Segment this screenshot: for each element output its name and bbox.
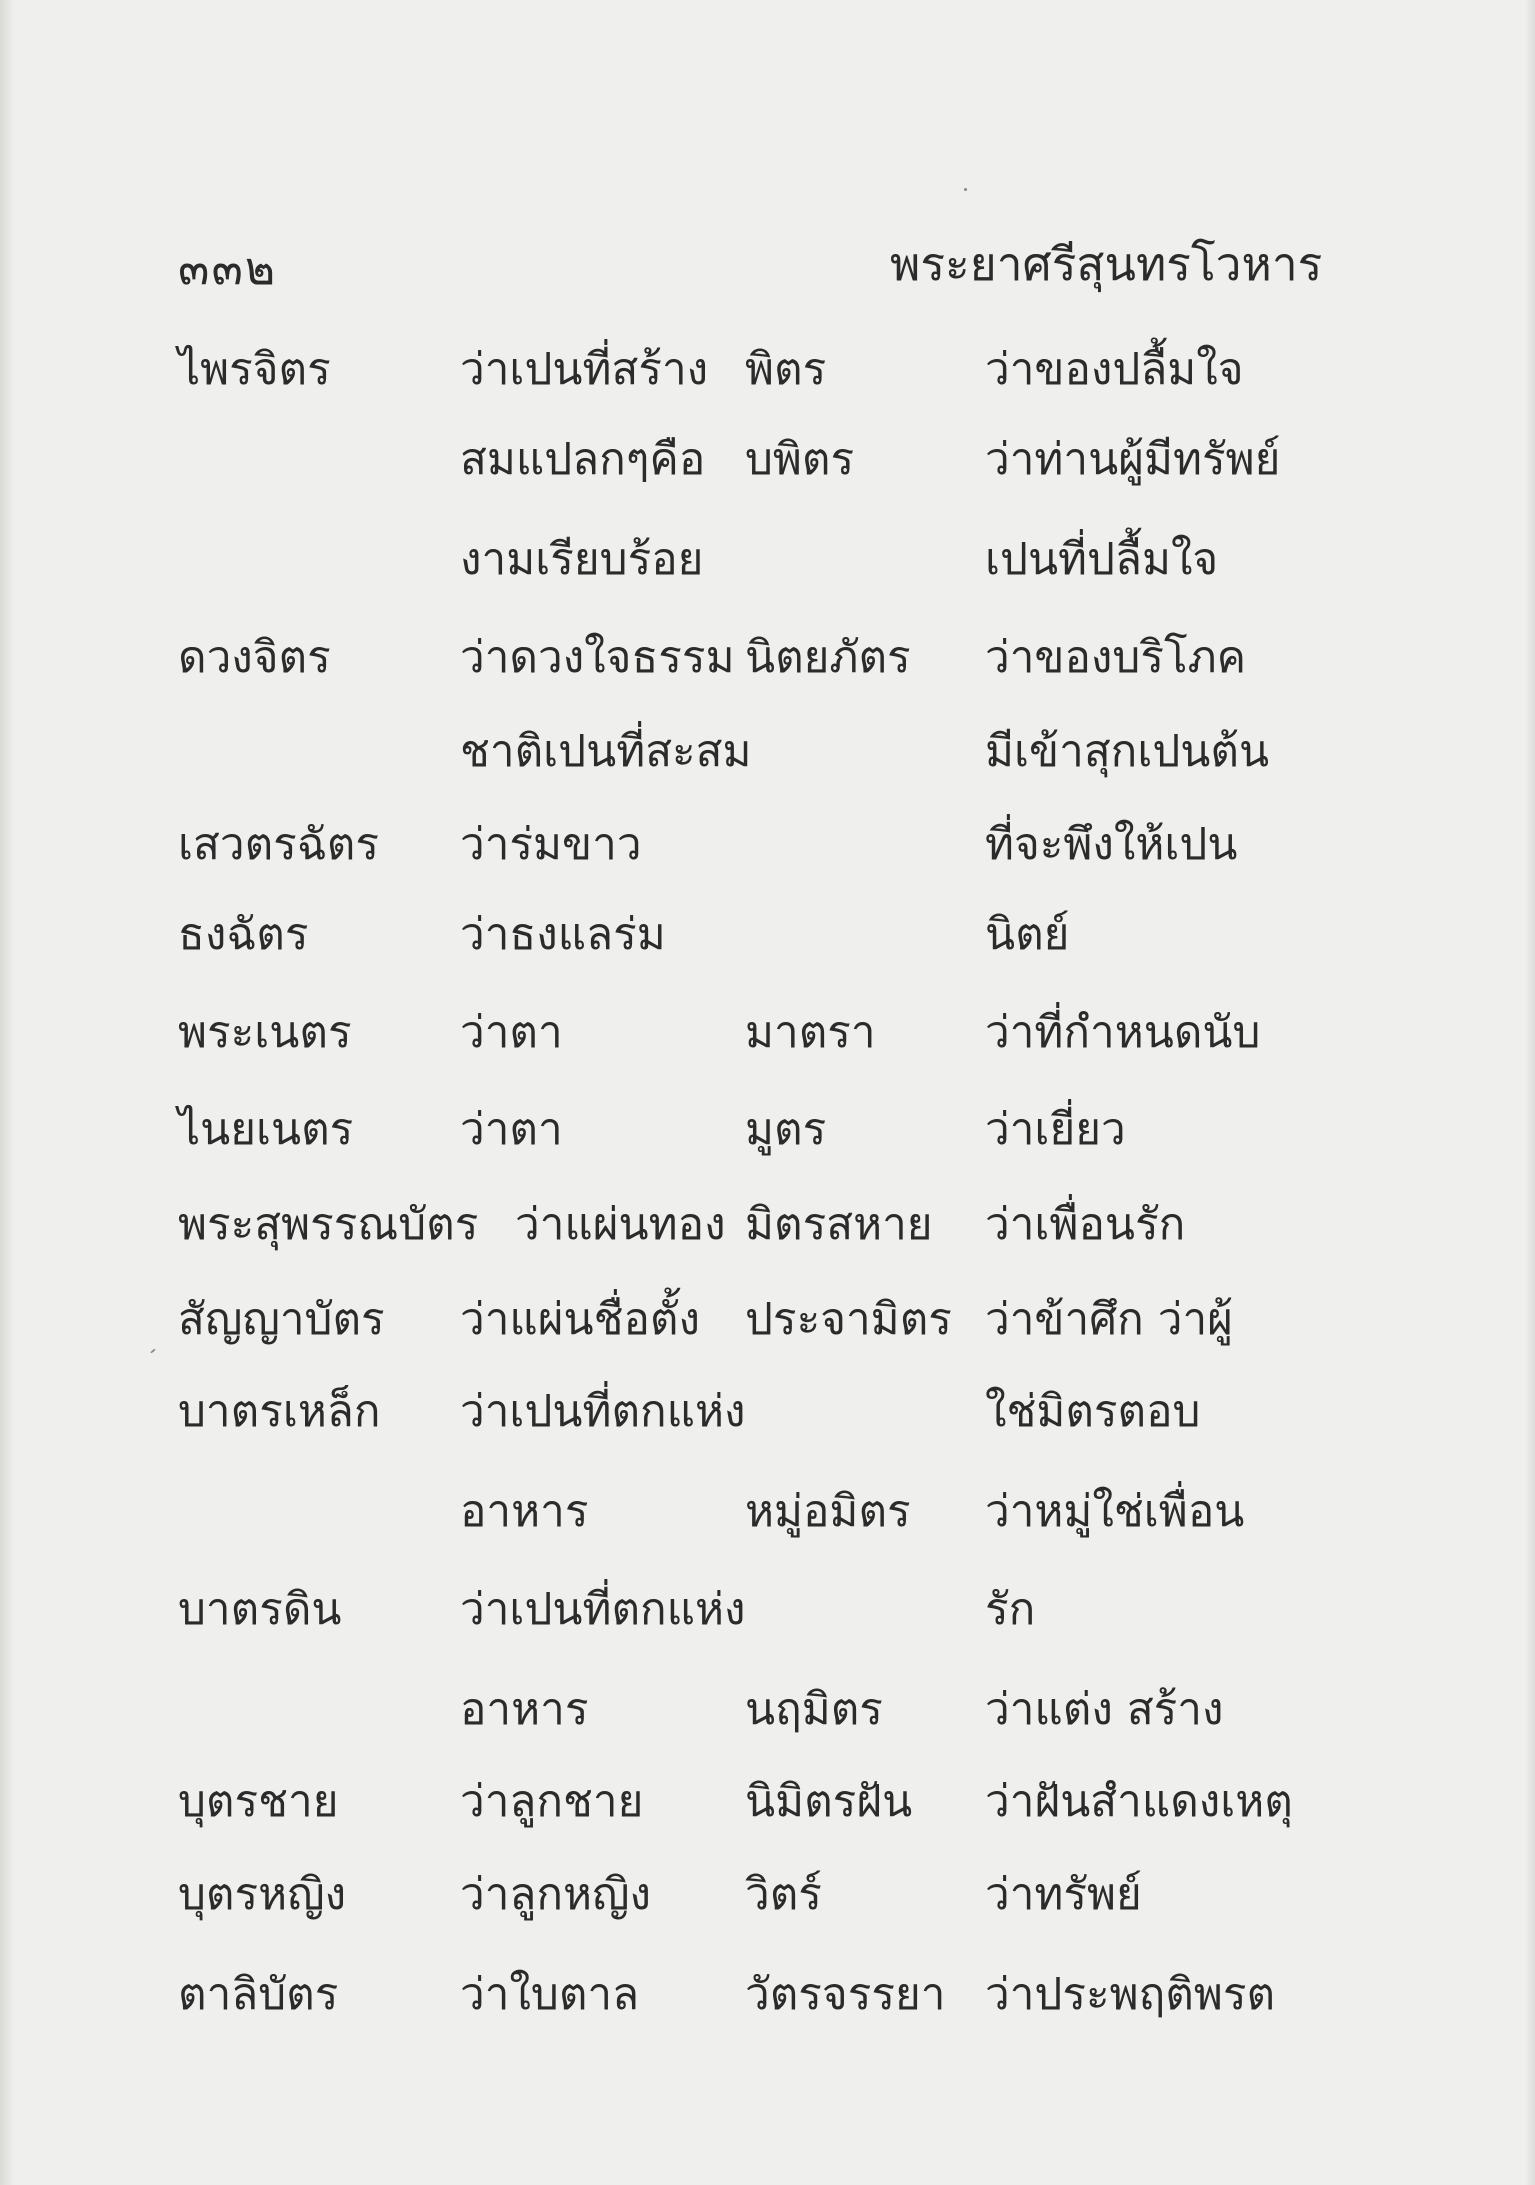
- definition-right: ว่าท่านผู้มีทรัพย์: [985, 434, 1281, 485]
- glossary-row: [0, 905, 1535, 975]
- page-number: ๓๓๒: [178, 241, 278, 295]
- definition-right: นิตย์: [985, 909, 1070, 960]
- term-right: พิตร: [745, 344, 827, 395]
- page-gutter-shadow: [0, 0, 14, 2185]
- definition-right: ว่าประพฤติพรต: [985, 1969, 1276, 2020]
- term-right: มิตรสหาย: [745, 1199, 933, 1250]
- glossary-row: [0, 1965, 1535, 2035]
- glossary-row: [0, 1580, 1535, 1650]
- glossary-row: [0, 1865, 1535, 1935]
- definition-right: ใช่มิตรตอบ: [985, 1386, 1201, 1437]
- glossary-row: [0, 1482, 1535, 1552]
- definition-right: มีเข้าสุกเปนต้น: [985, 726, 1270, 777]
- definition-left: ว่าลูกหญิง: [460, 1869, 651, 1920]
- definition-left: สมแปลกๆคือ: [460, 434, 706, 485]
- definition-left: ว่าเปนที่ตกแห่ง: [460, 1584, 746, 1635]
- glossary-row: [0, 1100, 1535, 1170]
- definition-right: ว่าเพื่อนรัก: [985, 1199, 1186, 1250]
- term-right: วัตรจรรยา: [745, 1969, 946, 2020]
- term-right: นิมิตรฝัน: [745, 1776, 913, 1827]
- definition-right: ว่าหมู่ใช่เพื่อน: [985, 1486, 1245, 1537]
- definition-right: ว่าของบริโภค: [985, 632, 1247, 683]
- term-left: เสวตรฉัตร: [178, 819, 379, 870]
- definition-right: ว่าฝันสำแดงเหตุ: [985, 1776, 1293, 1827]
- definition-left: ว่าธงแลร่ม: [460, 909, 666, 960]
- definition-right: เปนที่ปลื้มใจ: [985, 534, 1219, 585]
- definition-left: ว่าแผ่นชื่อตั้ง: [460, 1294, 700, 1345]
- glossary-row: [0, 340, 1535, 410]
- definition-left: ว่าลูกชาย: [460, 1776, 644, 1827]
- glossary-row: [0, 1382, 1535, 1452]
- term-right: นิตยภัตร: [745, 632, 911, 683]
- glossary-row: [0, 430, 1535, 500]
- term-left: ดวงจิตร: [178, 632, 331, 683]
- glossary-row: [0, 1680, 1535, 1750]
- term-right: มาตรา: [745, 1007, 876, 1058]
- glossary-row: [0, 1772, 1535, 1842]
- term-left: บุตรชาย: [178, 1776, 339, 1827]
- definition-right: ว่าที่กำหนดนับ: [985, 1007, 1261, 1058]
- definition-left: ชาติเปนที่สะสม: [460, 726, 752, 777]
- page-edge-shadow: [1525, 0, 1535, 2185]
- glossary-row: [0, 815, 1535, 885]
- term-right: นฤมิตร: [745, 1684, 883, 1735]
- definition-right: ว่าเยี่ยว: [985, 1104, 1126, 1155]
- term-left: ไนยเนตร: [178, 1104, 354, 1155]
- term-left: สัญญาบัตร: [178, 1294, 385, 1345]
- term-left: ธงฉัตร: [178, 909, 309, 960]
- glossary-row: [0, 530, 1535, 600]
- glossary-row: [0, 722, 1535, 792]
- definition-left: ว่าร่มขาว: [460, 819, 642, 870]
- definition-left: อาหาร: [460, 1486, 589, 1537]
- definition-left: ว่าดวงใจธรรม: [460, 632, 735, 683]
- term-right: หมู่อมิตร: [745, 1486, 911, 1537]
- definition-right: ว่าของปลื้มใจ: [985, 344, 1244, 395]
- term-left: พระเนตร: [178, 1007, 352, 1058]
- term-right: มูตร: [745, 1104, 827, 1155]
- glossary-row: [0, 1290, 1535, 1360]
- definition-left: ว่าเปนที่ตกแห่ง: [460, 1386, 746, 1437]
- definition-left: ว่าตา: [460, 1104, 563, 1155]
- print-speck: [964, 188, 967, 191]
- term-left: ไพรจิตร: [178, 344, 331, 395]
- definition-left: ว่าใบตาล: [460, 1969, 640, 2020]
- definition-left: งามเรียบร้อย: [460, 534, 704, 585]
- running-title: พระยาศรีสุนทรโวหาร: [890, 237, 1323, 291]
- term-left: บาตรเหล็ก: [178, 1386, 381, 1437]
- definition-right: ว่าทรัพย์: [985, 1869, 1142, 1920]
- glossary-row: [0, 1195, 1535, 1265]
- definition-right: รัก: [985, 1584, 1036, 1635]
- term-left: บุตรหญิง: [178, 1869, 347, 1920]
- definition-left: ว่าเปนที่สร้าง: [460, 344, 709, 395]
- term-right: บพิตร: [745, 434, 855, 485]
- term-right: วิตร์: [745, 1869, 822, 1920]
- term-right: ประจามิตร: [745, 1294, 952, 1345]
- term-left: บาตรดิน: [178, 1584, 342, 1635]
- definition-right: ว่าข้าศึก ว่าผู้: [985, 1294, 1233, 1345]
- definition-left: ว่าตา: [460, 1007, 563, 1058]
- glossary-row: [0, 628, 1535, 698]
- term-left: ตาลิบัตร: [178, 1969, 339, 2020]
- definition-left: ว่าแผ่นทอง: [515, 1199, 726, 1250]
- definition-right: ที่จะพึงให้เปน: [985, 819, 1238, 870]
- term-left: พระสุพรรณบัตร: [178, 1199, 479, 1250]
- glossary-row: [0, 1003, 1535, 1073]
- definition-right: ว่าแต่ง สร้าง: [985, 1684, 1224, 1735]
- definition-left: อาหาร: [460, 1684, 589, 1735]
